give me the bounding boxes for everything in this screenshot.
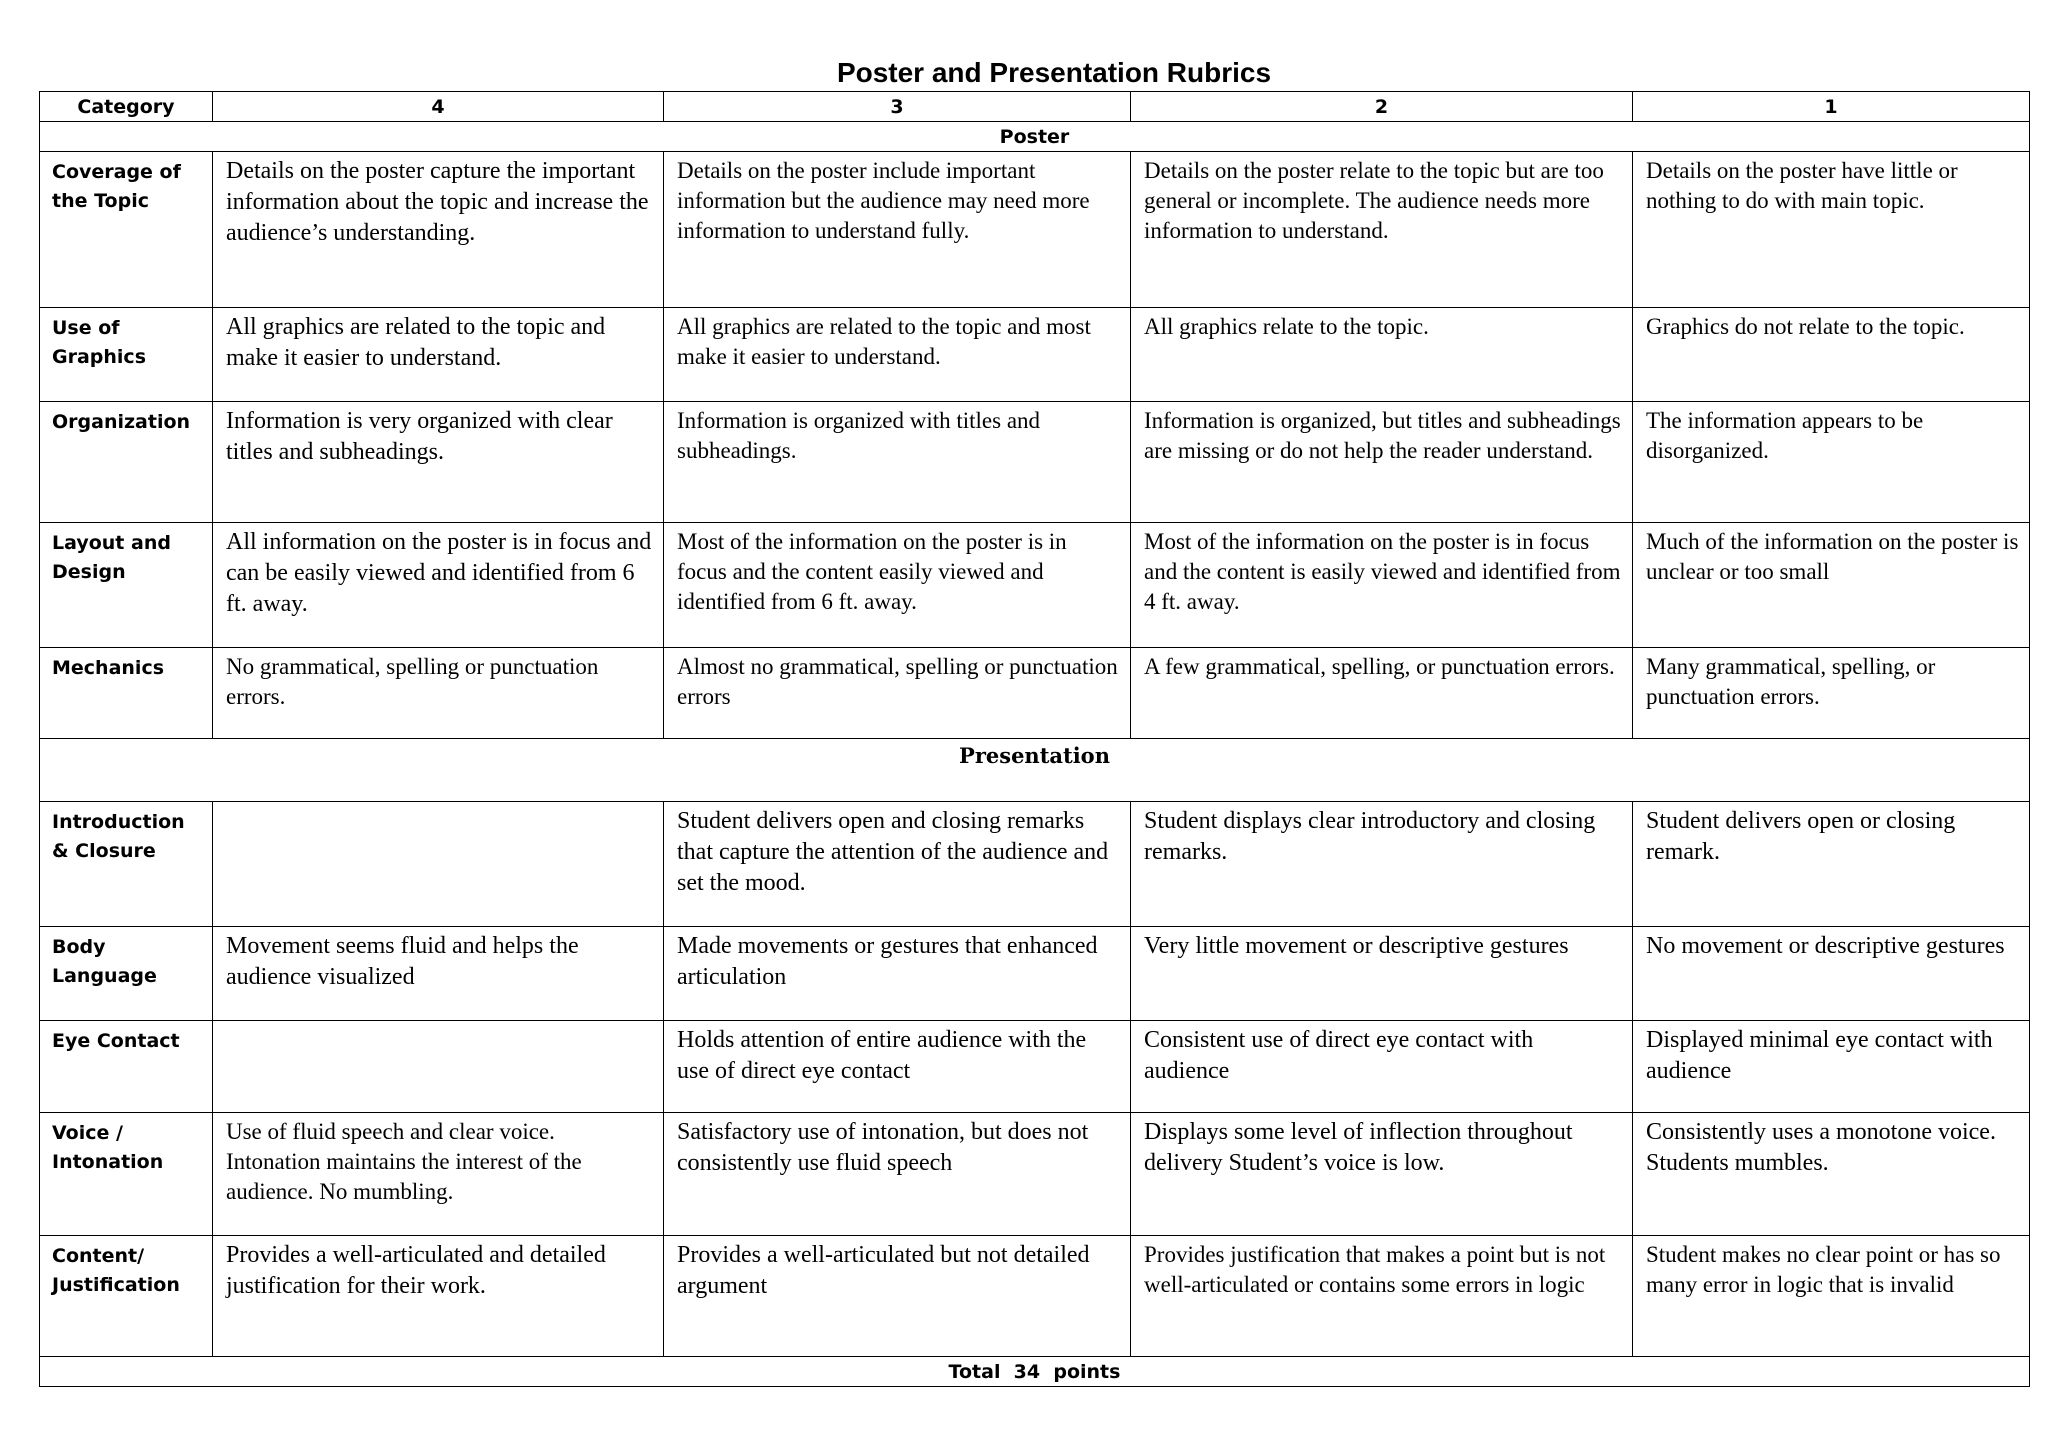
criteria-cell-1: The information appears to be disorganized. — [1633, 402, 2030, 523]
criteria-cell-4 — [213, 802, 664, 927]
header-row — [40, 92, 2030, 122]
category-cell: Content/ Justification — [40, 1236, 213, 1357]
section-row-presentation — [40, 739, 2030, 802]
rubric-row-eye-contact — [40, 1021, 2030, 1113]
criteria-cell-2: Student displays clear introductory and closing remarks. — [1131, 802, 1633, 927]
criteria-cell-2: A few grammatical, spelling, or punctuation errors. — [1131, 648, 1633, 739]
criteria-cell-3: Satisfactory use of intonation, but does not consistently use fluid speech — [664, 1113, 1131, 1236]
category-cell: Coverage of the Topic — [40, 152, 213, 308]
criteria-cell-1: Student makes no clear point or has so many error in logic that is invalid — [1633, 1236, 2030, 1357]
criteria-cell-2: Most of the information on the poster is in focus and the content is easily viewed and identified from 4 ft. away. — [1131, 523, 1633, 648]
criteria-cell-4: Provides a well-articulated and detailed justification for their work. — [213, 1236, 664, 1357]
criteria-cell-3: All graphics are related to the topic and most make it easier to understand. — [664, 308, 1131, 402]
criteria-cell-2: All graphics relate to the topic. — [1131, 308, 1633, 402]
criteria-cell-4: No grammatical, spelling or punctuation errors. — [213, 648, 664, 739]
rubric-row-mechanics — [40, 648, 2030, 739]
rubric-table — [39, 91, 2030, 1387]
criteria-cell-2: Displays some level of inflection throughout delivery Student’s voice is low. — [1131, 1113, 1633, 1236]
category-cell: Eye Contact — [40, 1021, 213, 1113]
criteria-cell-4: Use of fluid speech and clear voice. Intonation maintains the interest of the audience. No mumbling. — [213, 1113, 664, 1236]
criteria-cell-2: Information is organized, but titles and subheadings are missing or do not help the reader understand. — [1131, 402, 1633, 523]
criteria-cell-4 — [213, 1021, 664, 1113]
criteria-cell-2: Provides justification that makes a point but is not well-articulated or contains some errors in logic — [1131, 1236, 1633, 1357]
criteria-cell-1: Student delivers open or closing remark. — [1633, 802, 2030, 927]
rubric-row-coverage — [40, 152, 2030, 308]
criteria-cell-4: Information is very organized with clear titles and subheadings. — [213, 402, 664, 523]
rubric-row-voice — [40, 1113, 2030, 1236]
section-row-poster — [40, 122, 2030, 152]
total-points: Total 34 points — [40, 1357, 2030, 1387]
header-score-2: 2 — [1131, 92, 1633, 122]
total-row — [40, 1357, 2030, 1387]
category-cell: Introduction & Closure — [40, 802, 213, 927]
category-cell: Mechanics — [40, 648, 213, 739]
rubric-row-layout — [40, 523, 2030, 648]
criteria-cell-3: Holds attention of entire audience with the use of direct eye contact — [664, 1021, 1131, 1113]
rubric-row-organization — [40, 402, 2030, 523]
criteria-cell-3: Student delivers open and closing remarks that capture the attention of the audience and set the mood. — [664, 802, 1131, 927]
criteria-cell-1: Details on the poster have little or nothing to do with main topic. — [1633, 152, 2030, 308]
criteria-cell-1: Graphics do not relate to the topic. — [1633, 308, 2030, 402]
rubric-row-graphics — [40, 308, 2030, 402]
criteria-cell-3: Details on the poster include important information but the audience may need more information to understand fully. — [664, 152, 1131, 308]
criteria-cell-3: Provides a well-articulated but not detailed argument — [664, 1236, 1131, 1357]
criteria-cell-4: All information on the poster is in focus and can be easily viewed and identified from 6 ft. away. — [213, 523, 664, 648]
criteria-cell-4: All graphics are related to the topic and make it easier to understand. — [213, 308, 664, 402]
rubric-row-content — [40, 1236, 2030, 1357]
criteria-cell-1: Displayed minimal eye contact with audience — [1633, 1021, 2030, 1113]
category-cell: Voice / Intonation — [40, 1113, 213, 1236]
header-category: Category — [40, 92, 213, 122]
header-score-1: 1 — [1633, 92, 2030, 122]
criteria-cell-3: Information is organized with titles and subheadings. — [664, 402, 1131, 523]
section-title-poster: Poster — [40, 122, 2030, 152]
section-title-presentation: Presentation — [40, 739, 2030, 802]
category-cell: Use of Graphics — [40, 308, 213, 402]
criteria-cell-1: Much of the information on the poster is unclear or too small — [1633, 523, 2030, 648]
criteria-cell-4: Details on the poster capture the important information about the topic and increase the audience’s understanding. — [213, 152, 664, 308]
criteria-cell-3: Made movements or gestures that enhanced articulation — [664, 927, 1131, 1021]
criteria-cell-1: Many grammatical, spelling, or punctuation errors. — [1633, 648, 2030, 739]
criteria-cell-1: No movement or descriptive gestures — [1633, 927, 2030, 1021]
criteria-cell-2: Very little movement or descriptive gestures — [1131, 927, 1633, 1021]
category-cell: Body Language — [40, 927, 213, 1021]
page-title: Poster and Presentation Rubrics — [836, 57, 1272, 88]
criteria-cell-3: Almost no grammatical, spelling or punctuation errors — [664, 648, 1131, 739]
rubric-row-introduction — [40, 802, 2030, 927]
criteria-cell-2: Consistent use of direct eye contact with audience — [1131, 1021, 1633, 1113]
criteria-cell-3: Most of the information on the poster is in focus and the content easily viewed and identified from 6 ft. away. — [664, 523, 1131, 648]
criteria-cell-2: Details on the poster relate to the topic but are too general or incomplete. The audience needs more information to understand. — [1131, 152, 1633, 308]
criteria-cell-4: Movement seems fluid and helps the audience visualized — [213, 927, 664, 1021]
rubric-row-body-language — [40, 927, 2030, 1021]
category-cell: Organization — [40, 402, 213, 523]
header-score-4: 4 — [213, 92, 664, 122]
header-score-3: 3 — [664, 92, 1131, 122]
criteria-cell-1: Consistently uses a monotone voice. Students mumbles. — [1633, 1113, 2030, 1236]
category-cell: Layout and Design — [40, 523, 213, 648]
